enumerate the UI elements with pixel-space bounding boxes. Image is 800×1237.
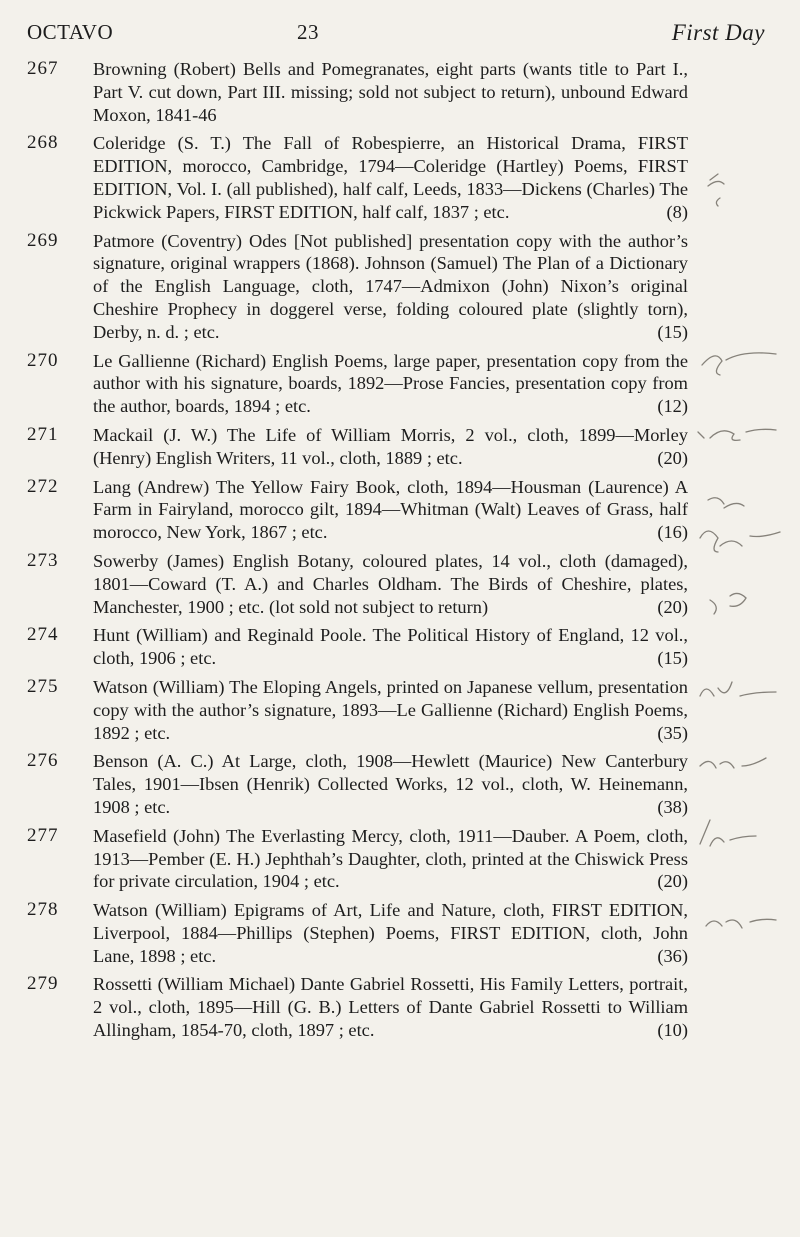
lot-price: (10) xyxy=(657,1020,688,1041)
lot-list xyxy=(0,58,800,1048)
lot-278 xyxy=(0,899,800,967)
lot-description xyxy=(93,825,688,893)
lot-number: 272 xyxy=(27,475,59,497)
lot-274 xyxy=(0,624,800,670)
lot-description xyxy=(93,676,688,744)
lot-description xyxy=(93,350,688,418)
page-header xyxy=(27,20,775,44)
lot-price: (36) xyxy=(657,945,688,966)
lot-price: (20) xyxy=(657,596,688,617)
lot-text: Benson (A. C.) At Large, cloth, 1908—Hewlett (Maurice) New Canterbury Tales, 1901—Ibsen (Henrik) Collected Works, 12 vol., cloth, W. Heinemann, 1908 ; etc. xyxy=(93,751,688,817)
lot-text: Watson (William) The Eloping Angels, printed on Japanese vellum, presentation copy with the author’s signature, 1893—Le Gallienne (Richard) English Poems, 1892 ; etc. xyxy=(93,676,688,743)
lot-270 xyxy=(0,350,800,418)
lot-text: Hunt (William) and Reginald Poole. The Political History of England, 12 vol., cloth, 1906 ; etc. xyxy=(93,625,688,669)
lot-267 xyxy=(0,58,800,126)
lot-277 xyxy=(0,825,800,893)
header-sale-day: First Day xyxy=(671,20,765,45)
lot-description xyxy=(93,750,688,818)
lot-271 xyxy=(0,424,800,470)
lot-text: Le Gallienne (Richard) English Poems, large paper, presentation copy from the author with his signature, boards, 1892—Prose Fancies, presentation copy from the author, boards, 1894 ; etc. xyxy=(93,350,688,417)
lot-number: 279 xyxy=(27,973,59,995)
header-format: OCTAVO xyxy=(27,20,114,44)
lot-text: Watson (William) Epigrams of Art, Life and Nature, cloth, FIRST EDITION, Liverpool, 1884—Phillips (Stephen) Poems, FIRST EDITION, cloth, John Lane, 1898 ; etc. xyxy=(93,900,688,966)
lot-text: Masefield (John) The Everlasting Mercy, cloth, 1911—Dauber. A Poem, cloth, 1913—Pember (E. H.) Jephthah’s Daughter, cloth, printed at the Chiswick Press for private circulation, 1904 ; etc. xyxy=(93,825,688,892)
lot-price: (15) xyxy=(657,648,688,669)
lot-number: 267 xyxy=(27,58,59,79)
lot-price: (20) xyxy=(657,447,688,468)
lot-273 xyxy=(0,550,800,618)
lot-269 xyxy=(0,230,800,344)
lot-number: 278 xyxy=(27,899,59,921)
lot-price: (12) xyxy=(657,396,688,417)
lot-description xyxy=(93,550,688,618)
lot-number: 270 xyxy=(27,349,59,371)
lot-number: 268 xyxy=(27,132,59,154)
lot-text: Coleridge (S. T.) The Fall of Robespierre, an Historical Drama, FIRST EDITION, morocco, Cambridge, 1794—Coleridge (Hartley) Poems, FIRST EDITION, Vol. I. (all published), half calf, Leeds, 1833—Dickens (Charles) The Pickwick Papers, FIRST EDITION, half calf, 1837 ; etc. xyxy=(93,133,688,222)
lot-description xyxy=(93,58,688,126)
lot-number: 274 xyxy=(27,624,59,646)
lot-price: (15) xyxy=(657,321,688,342)
lot-text: Browning (Robert) Bells and Pomegranates, eight parts (wants title to Part I., Part V. cut down, Part III. missing; sold not subject to return), unbound Edward Moxon, 1841-46 xyxy=(93,59,688,125)
lot-text: Lang (Andrew) The Yellow Fairy Book, cloth, 1894—Housman (Laurence) A Farm in Fairyland, morocco gilt, 1894—Whitman (Walt) Leaves of Grass, half morocco, New York, 1867 ; etc. xyxy=(93,476,688,543)
lot-price: (16) xyxy=(657,522,688,543)
lot-description xyxy=(93,132,688,223)
lot-text: Rossetti (William Michael) Dante Gabriel Rossetti, His Family Letters, portrait, 2 vol., cloth, 1895—Hill (G. B.) Letters of Dante Gabriel Rossetti to William Allingham, 1854-70, cloth, 1897 ; etc. xyxy=(93,974,688,1041)
lot-description xyxy=(93,476,688,544)
lot-description xyxy=(93,624,688,670)
lot-text: Sowerby (James) English Botany, coloured plates, 14 vol., cloth (damaged), 1801—Coward (T. A.) and Charles Oldham. The Birds of Cheshire, plates, Manchester, 1900 ; etc. (lot sold not subject to return) xyxy=(93,550,688,617)
lot-number: 271 xyxy=(27,423,59,445)
lot-number: 273 xyxy=(27,549,59,571)
lot-price: (8) xyxy=(666,201,688,222)
lot-number: 275 xyxy=(27,675,59,697)
lot-number: 277 xyxy=(27,824,59,846)
lot-268 xyxy=(0,132,800,223)
lot-279 xyxy=(0,973,800,1041)
lot-text: Patmore (Coventry) Odes [Not published] presentation copy with the author’s signature, original wrappers (1868). Johnson (Samuel) The Plan of a Dictionary of the English Language, cloth, 1747—Admixon (John) Nixon’s original Cheshire Prophecy in doggerel verse, folding coloured plate (slightly torn), Derby, n. d. ; etc. xyxy=(93,230,688,342)
lot-price: (38) xyxy=(657,796,688,817)
lot-description xyxy=(93,424,688,470)
lot-number: 269 xyxy=(27,229,59,251)
lot-description xyxy=(93,899,688,967)
lot-text: Mackail (J. W.) The Life of William Morris, 2 vol., cloth, 1899—Morley (Henry) English Writers, 11 vol., cloth, 1889 ; etc. xyxy=(93,424,688,468)
page-number: 23 xyxy=(297,20,319,44)
lot-275 xyxy=(0,676,800,744)
pencil-marks-image xyxy=(690,60,795,980)
lot-number: 276 xyxy=(27,750,59,772)
lot-description xyxy=(93,973,688,1041)
handwritten-annotations xyxy=(690,60,795,980)
lot-description xyxy=(93,230,688,344)
lot-price: (20) xyxy=(657,871,688,892)
lot-272 xyxy=(0,476,800,544)
lot-276 xyxy=(0,750,800,818)
lot-price: (35) xyxy=(657,722,688,743)
